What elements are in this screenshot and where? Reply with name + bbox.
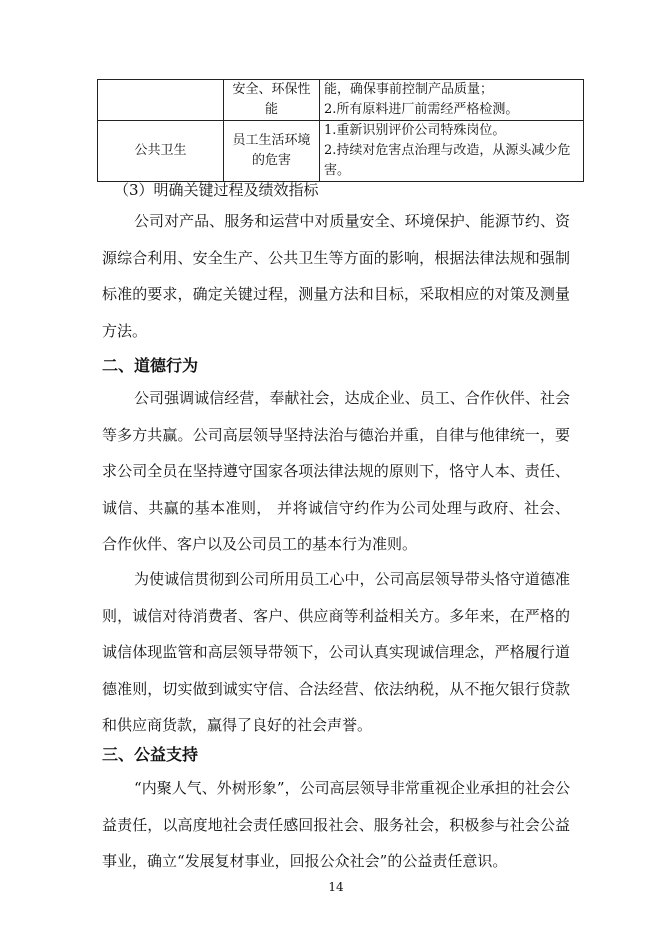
table-row xyxy=(98,80,584,121)
paragraph: 为使诚信贯彻到公司所用员工心中，公司高层领导带头恪守道德准则，诚信对待消费者、客户、供应商等利益相关方。多年来，在严格的诚信体现监管和高层领导带领下，公司认真实现诚信理念，严格履行道德准则，切实做到诚实守信、合法经营、依法纳税，从不拖欠银行贷款和供应商货款，赢得了良好的社会声誉。 xyxy=(102,570,570,734)
table-cell-measures xyxy=(320,80,584,121)
risk-table xyxy=(97,79,584,182)
subsection-heading: （3）明确关键过程及绩效指标 xyxy=(114,181,319,199)
table-cell-aspect: 员工生活环境的危害 xyxy=(224,121,320,182)
paragraph: 公司强调诚信经营，奉献社会，达成企业、员工、合作伙伴、社会等多方共赢。公司高层领导坚持法治与德治并重，自律与他律统一，要求公司全员在坚持遵守国家各项法律法规的原则下，恪守人本、责任、诚信、共赢的基本准则， 并将诚信守约作为公司处理与政府、社会、合作伙伴、客户以及公司员工的基本行为准则。 xyxy=(102,389,570,553)
table-row xyxy=(98,121,584,182)
measure-line: 2.持续对危害点治理与改造，从源头减少危害。 xyxy=(324,143,571,178)
table-cell-aspect: 安全、环保性能 xyxy=(224,80,320,121)
paragraph: 公司对产品、服务和运营中对质量安全、环境保护、能源节约、资源综合利用、安全生产、公共卫生等方面的影响，根据法律法规和强制标准的要求，确定关键过程，测量方法和目标，采取相应的对策及测量方法。 xyxy=(102,212,570,340)
table-cell-measures xyxy=(320,121,584,182)
section-heading: 二、道德行为 xyxy=(102,356,199,375)
table-cell-category: 公共卫生 xyxy=(98,121,224,182)
section-heading: 三、公益支持 xyxy=(102,745,199,764)
page-number: 14 xyxy=(328,880,344,894)
measure-line: 2.所有原料进厂前需经严格检测。 xyxy=(324,102,519,117)
table-cell-category xyxy=(98,80,224,121)
paragraph: “内聚人气、外树形象”，公司高层领导非常重视企业承担的社会公益责任，以高度地社会责任感回报社会、服务社会，积极参与社会公益事业，确立“发展复材事业，回报公众社会”的公益责任意识。 xyxy=(102,779,570,870)
measure-line: 能，确保事前控制产品质量； xyxy=(324,82,494,97)
measure-line: 1.重新识别评价公司特殊岗位。 xyxy=(324,123,506,138)
